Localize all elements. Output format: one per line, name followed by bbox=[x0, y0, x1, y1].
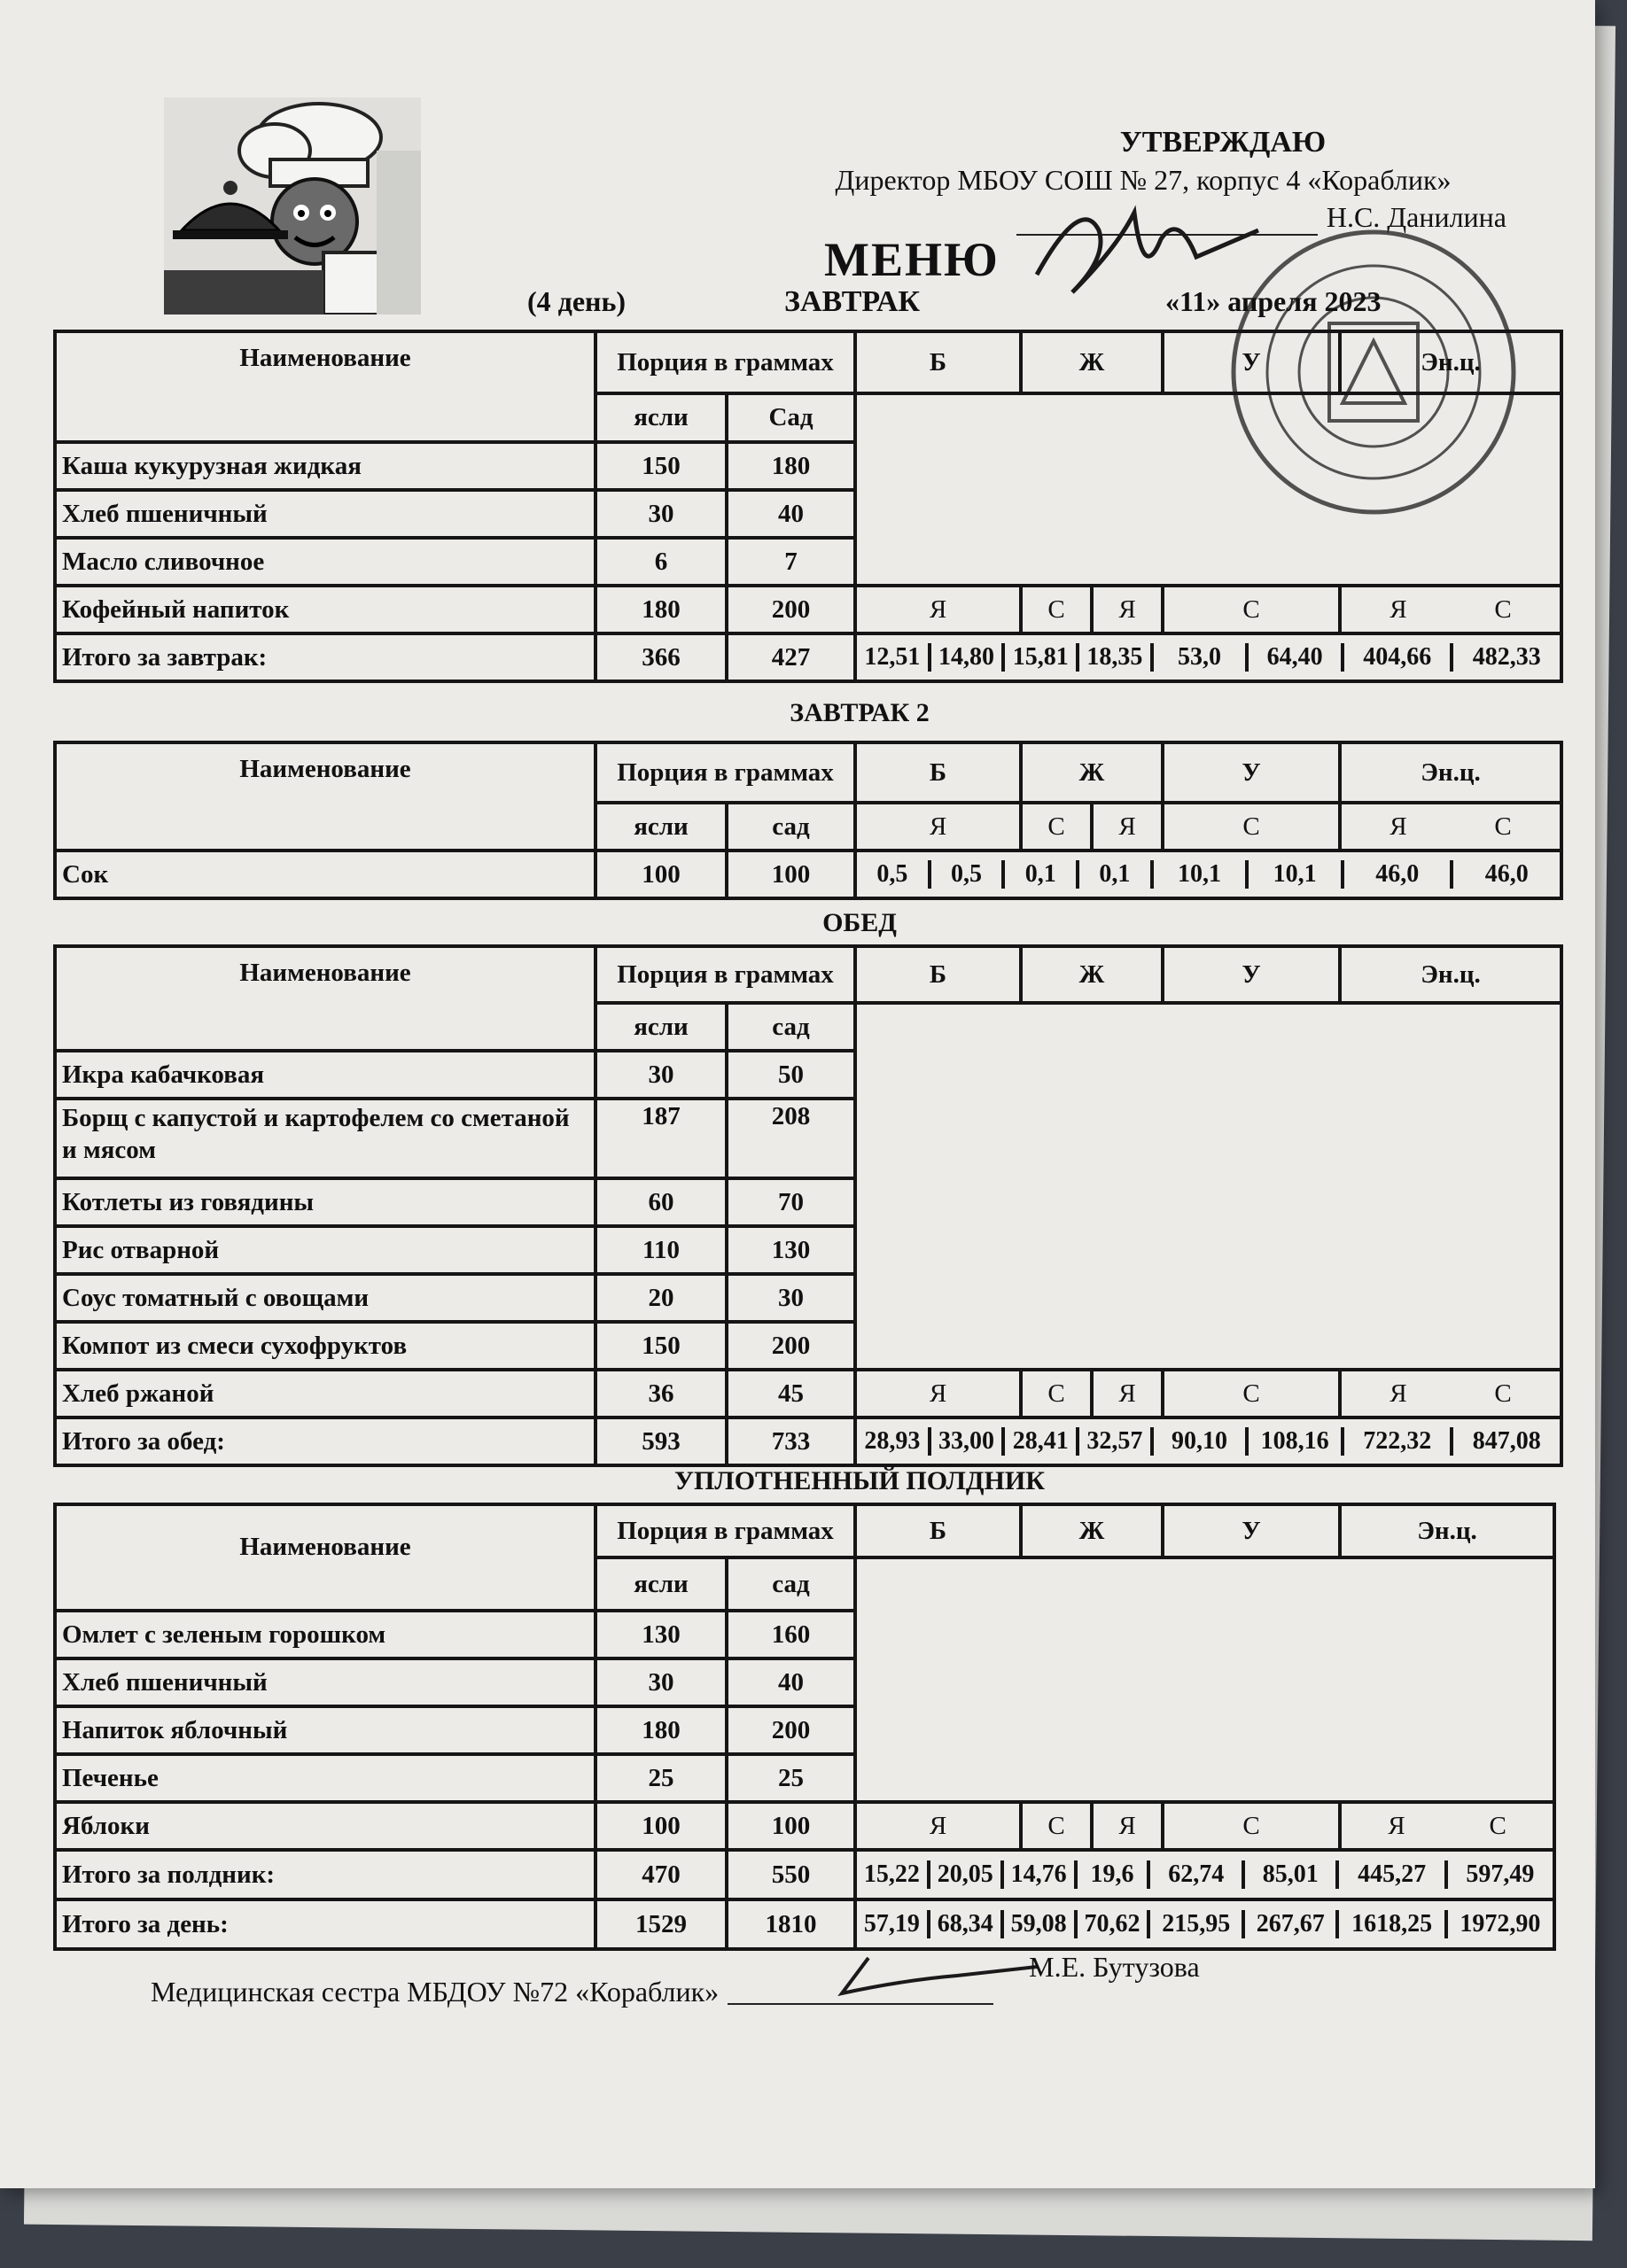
nurse-signature-blank bbox=[728, 2003, 993, 2005]
total-label: Итого за завтрак: bbox=[55, 633, 596, 681]
col-zh: Ж bbox=[1021, 742, 1163, 803]
portion-garden: 200 bbox=[727, 1322, 855, 1370]
portion-nursery: 180 bbox=[596, 586, 727, 633]
col-portion: Порция в граммах bbox=[596, 742, 855, 803]
dish-name: Котлеты из говядины bbox=[55, 1178, 596, 1226]
portion-nursery: 100 bbox=[596, 1802, 727, 1850]
col-zh: Ж bbox=[1021, 1504, 1163, 1557]
day-total-nursery: 1529 bbox=[596, 1899, 727, 1949]
dish-name: Компот из смеси сухофруктов bbox=[55, 1322, 596, 1370]
portion-garden: 7 bbox=[727, 538, 855, 586]
col-en: Эн.ц. bbox=[1340, 331, 1561, 393]
ya-label: Я bbox=[855, 1370, 1021, 1418]
s-label: С bbox=[1163, 1802, 1340, 1850]
ya-s-labels: Я С bbox=[1340, 803, 1561, 850]
col-u: У bbox=[1163, 1504, 1340, 1557]
col-nursery: ясли bbox=[596, 393, 727, 442]
portion-nursery: 30 bbox=[596, 1051, 727, 1099]
col-b: Б bbox=[855, 1504, 1021, 1557]
chef-logo-icon bbox=[164, 97, 421, 315]
portion-nursery: 150 bbox=[596, 442, 727, 490]
portion-garden: 208 bbox=[727, 1099, 855, 1178]
col-nursery: ясли bbox=[596, 1557, 727, 1611]
col-garden: сад bbox=[727, 1003, 855, 1051]
col-b: Б bbox=[855, 946, 1021, 1003]
portion-nursery: 25 bbox=[596, 1754, 727, 1802]
director-position: Директор МБОУ СОШ № 27, корпус 4 «Кораблик» bbox=[835, 164, 1452, 196]
portion-garden: 130 bbox=[727, 1226, 855, 1274]
portion-garden: 50 bbox=[727, 1051, 855, 1099]
portion-nursery: 60 bbox=[596, 1178, 727, 1226]
portion-nursery: 100 bbox=[596, 850, 727, 898]
portion-garden: 100 bbox=[727, 850, 855, 898]
col-b: Б bbox=[855, 742, 1021, 803]
portion-nursery: 187 bbox=[596, 1099, 727, 1178]
portion-garden: 25 bbox=[727, 1754, 855, 1802]
dish-name: Соус томатный с овощами bbox=[55, 1274, 596, 1322]
portion-garden: 30 bbox=[727, 1274, 855, 1322]
director-name: Н.С. Данилина bbox=[1326, 201, 1506, 233]
snack-title: УПЛОТНЕННЫЙ ПОЛДНИК bbox=[674, 1466, 1045, 1495]
ya-label: Я bbox=[1092, 1370, 1163, 1418]
col-name: Наименование bbox=[55, 1504, 596, 1611]
col-en: Эн.ц. bbox=[1340, 1504, 1554, 1557]
ya-label: Я bbox=[1092, 1802, 1163, 1850]
ya-label: Я bbox=[1092, 586, 1163, 633]
col-portion: Порция в граммах bbox=[596, 331, 855, 393]
portion-nursery: 30 bbox=[596, 490, 727, 538]
dish-name: Омлет с зеленым горошком bbox=[55, 1611, 596, 1658]
col-nursery: ясли bbox=[596, 803, 727, 850]
col-en: Эн.ц. bbox=[1340, 946, 1561, 1003]
portion-nursery: 180 bbox=[596, 1706, 727, 1754]
col-zh: Ж bbox=[1021, 331, 1163, 393]
breakfast-label: ЗАВТРАК bbox=[784, 285, 921, 318]
dish-name: Яблоки bbox=[55, 1802, 596, 1850]
dish-name: Напиток яблочный bbox=[55, 1706, 596, 1754]
dish-name: Печенье bbox=[55, 1754, 596, 1802]
ya-s-labels: Я С bbox=[1340, 1802, 1554, 1850]
col-portion: Порция в граммах bbox=[596, 946, 855, 1003]
col-u: У bbox=[1163, 331, 1340, 393]
total-garden: 550 bbox=[727, 1850, 855, 1899]
ya-label: Я bbox=[855, 803, 1021, 850]
date-label: «11» апреля 2023 bbox=[1165, 285, 1382, 317]
dish-name: Хлеб пшеничный bbox=[55, 1658, 596, 1706]
col-b: Б bbox=[855, 331, 1021, 393]
day-total-values: 57,19 68,34 59,08 70,62 215,95 267,67 1618,25 1972,90 bbox=[855, 1899, 1554, 1949]
total-values: 12,51 14,80 15,81 18,35 53,0 64,40 404,66 482,33 bbox=[855, 633, 1561, 681]
col-en: Эн.ц. bbox=[1340, 742, 1561, 803]
approve-heading: УТВЕРЖДАЮ bbox=[1119, 126, 1327, 159]
portion-garden: 180 bbox=[727, 442, 855, 490]
col-garden: Сад bbox=[727, 393, 855, 442]
col-name: Наименование bbox=[55, 946, 596, 1051]
s-label: С bbox=[1163, 803, 1340, 850]
total-garden: 733 bbox=[727, 1418, 855, 1465]
portion-nursery: 150 bbox=[596, 1322, 727, 1370]
day-total-label: Итого за день: bbox=[55, 1899, 596, 1949]
blank-area bbox=[855, 1557, 1554, 1802]
portion-garden: 160 bbox=[727, 1611, 855, 1658]
col-name: Наименование bbox=[55, 742, 596, 850]
portion-garden: 200 bbox=[727, 1706, 855, 1754]
col-zh: Ж bbox=[1021, 946, 1163, 1003]
portion-nursery: 110 bbox=[596, 1226, 727, 1274]
s-label: С bbox=[1021, 803, 1092, 850]
blank-area bbox=[855, 1003, 1561, 1370]
portion-garden: 70 bbox=[727, 1178, 855, 1226]
nurse-name: М.Е. Бутузова bbox=[1029, 1951, 1200, 1983]
menu-title: МЕНЮ bbox=[824, 233, 1000, 286]
s-label: С bbox=[1021, 586, 1092, 633]
dish-name: Икра кабачковая bbox=[55, 1051, 596, 1099]
portion-garden: 40 bbox=[727, 1658, 855, 1706]
day-total-garden: 1810 bbox=[727, 1899, 855, 1949]
s-label: С bbox=[1163, 586, 1340, 633]
breakfast2-title: ЗАВТРАК 2 bbox=[790, 698, 930, 727]
portion-garden: 100 bbox=[727, 1802, 855, 1850]
total-nursery: 593 bbox=[596, 1418, 727, 1465]
total-label: Итого за обед: bbox=[55, 1418, 596, 1465]
ya-label: Я bbox=[1092, 803, 1163, 850]
snack-table bbox=[53, 1503, 1556, 1951]
s-label: С bbox=[1163, 1370, 1340, 1418]
total-values: 15,22 20,05 14,76 19,6 62,74 85,01 445,27 597,49 bbox=[855, 1850, 1554, 1899]
col-portion: Порция в граммах bbox=[596, 1504, 855, 1557]
portion-nursery: 30 bbox=[596, 1658, 727, 1706]
portion-nursery: 6 bbox=[596, 538, 727, 586]
lunch-table bbox=[53, 944, 1563, 1467]
s-label: С bbox=[1021, 1370, 1092, 1418]
ya-label: Я bbox=[855, 586, 1021, 633]
nurse-position: Медицинская сестра МБДОУ №72 «Кораблик» bbox=[151, 1976, 720, 2008]
col-nursery: ясли bbox=[596, 1003, 727, 1051]
total-nursery: 470 bbox=[596, 1850, 727, 1899]
col-garden: сад bbox=[727, 1557, 855, 1611]
nutrition-values: 0,5 0,5 0,1 0,1 10,1 10,1 46,0 46,0 bbox=[855, 850, 1561, 898]
col-garden: сад bbox=[727, 803, 855, 850]
breakfast-table bbox=[53, 330, 1563, 683]
breakfast2-table bbox=[53, 741, 1563, 900]
col-u: У bbox=[1163, 946, 1340, 1003]
total-nursery: 366 bbox=[596, 633, 727, 681]
ya-s-labels: Я С bbox=[1340, 1370, 1561, 1418]
portion-nursery: 36 bbox=[596, 1370, 727, 1418]
nurse-signature-row bbox=[151, 1951, 1200, 2008]
total-values: 28,93 33,00 28,41 32,57 90,10 108,16 722,32 847,08 bbox=[855, 1418, 1561, 1465]
dish-name: Рис отварной bbox=[55, 1226, 596, 1274]
dish-name: Хлеб ржаной bbox=[55, 1370, 596, 1418]
dish-name: Хлеб пшеничный bbox=[55, 490, 596, 538]
portion-nursery: 130 bbox=[596, 1611, 727, 1658]
s-label: С bbox=[1021, 1802, 1092, 1850]
total-garden: 427 bbox=[727, 633, 855, 681]
col-name: Наименование bbox=[55, 331, 596, 442]
lunch-title: ОБЕД bbox=[822, 908, 897, 937]
day-label: (4 день) bbox=[527, 285, 627, 317]
portion-garden: 45 bbox=[727, 1370, 855, 1418]
col-u: У bbox=[1163, 742, 1340, 803]
portion-garden: 40 bbox=[727, 490, 855, 538]
blank-area bbox=[855, 393, 1561, 586]
ya-s-labels: Я С bbox=[1340, 586, 1561, 633]
dish-name: Борщ с капустой и картофелем со сметаной и мясом bbox=[55, 1099, 596, 1178]
dish-name: Сок bbox=[55, 850, 596, 898]
portion-garden: 200 bbox=[727, 586, 855, 633]
dish-name: Каша кукурузная жидкая bbox=[55, 442, 596, 490]
portion-nursery: 20 bbox=[596, 1274, 727, 1322]
ya-label: Я bbox=[855, 1802, 1021, 1850]
dish-name: Масло сливочное bbox=[55, 538, 596, 586]
dish-name: Кофейный напиток bbox=[55, 586, 596, 633]
total-label: Итого за полдник: bbox=[55, 1850, 596, 1899]
